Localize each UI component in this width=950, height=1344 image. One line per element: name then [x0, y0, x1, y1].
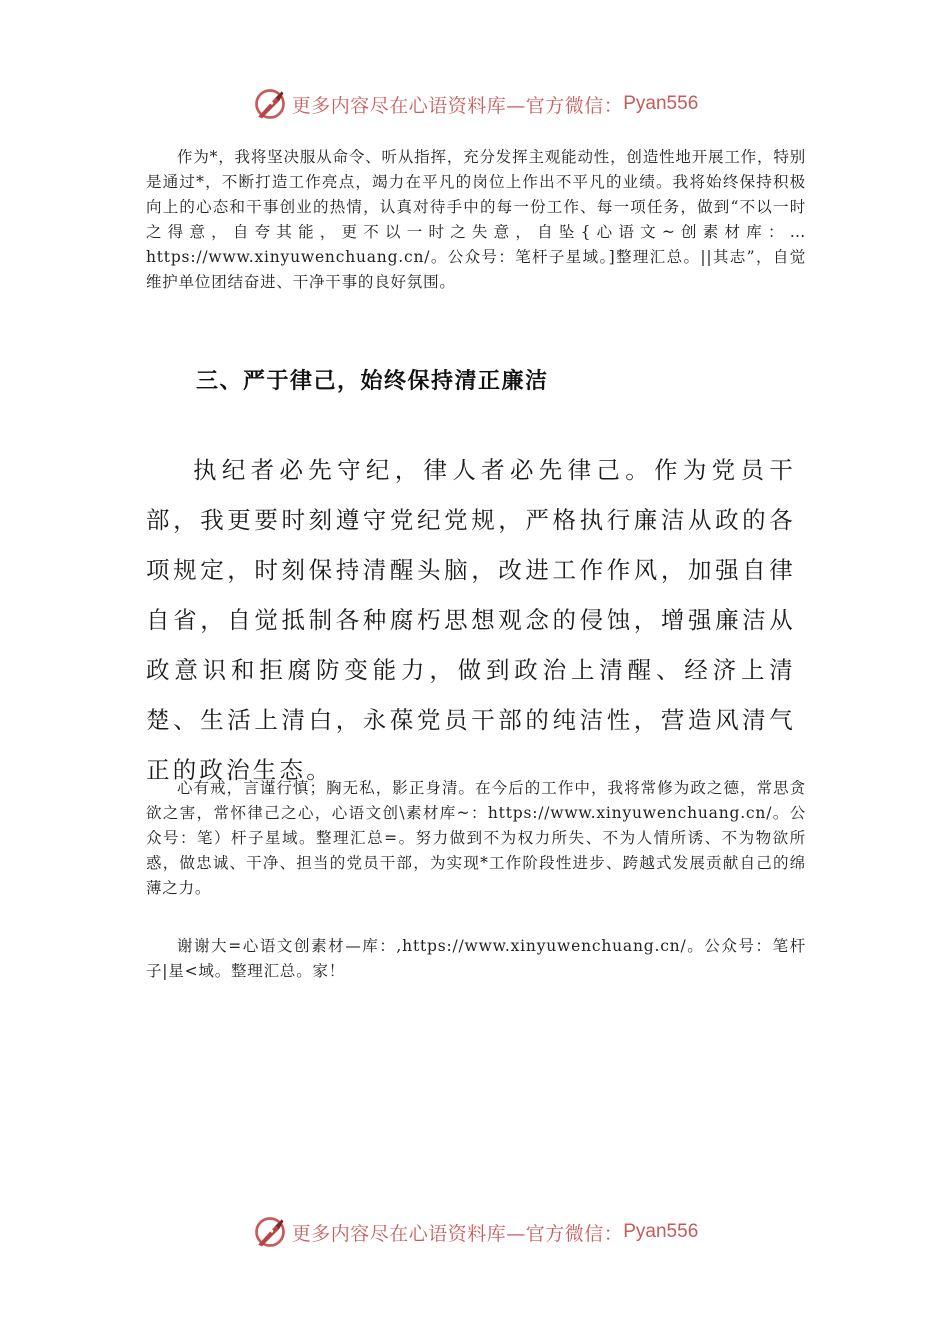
paragraph-1: 作为*，我将坚决服从命令、听从指挥，充分发挥主观能动性，创造性地开展工作，特别是通过*，不断打造工作亮点，竭力在平凡的岗位上作出不平凡的业绩。我将始终保持积极向上的心态和干事创业的热情，认真对待手中的每一份工作、每一项任务，做到“不以一时之得意，自夸其能，更不以一时之失意，自坠{心语文~创素材库：…https://www.xinyuwenchuang.cn/。公众号：笔杆子星域。]整理汇总。||其志”，自觉维护单位团结奋进、干净干事的良好氛围。 [146, 148, 806, 291]
paragraph-3: 心有戒，言谨行慎；胸无私，影正身清。在今后的工作中，我将常修为政之德，常思贪欲之害，常怀律己之心，心语文创\素材库~：https://www.xinyuwenchuang.cn/。公众号：笔）杆子星域。整理汇总=。努力做到不为权力所失、不为人情所诱、不为物欲所惑，做忠诚、干净、担当的党员干部，为实现*工作阶段性进步、跨越式发展贡献自己的绵薄之力。 [146, 779, 806, 897]
footer-banner [0, 1212, 950, 1252]
footer-banner-text: 更多内容尽在心语资料库—官方微信： [291, 1222, 624, 1245]
header-banner [0, 84, 950, 124]
paragraph-4: 谢谢大=心语文创素材—库：,https://www.xinyuwenchuang.cn/。公众号：笔杆子|星<域。整理汇总。家！ [146, 937, 806, 980]
section-heading: 三、严于律己，始终保持清正廉洁 [196, 368, 549, 394]
footer-wechat-id: Pyan556 [623, 1221, 699, 1242]
pen-nib-logo-icon [252, 86, 288, 122]
header-wechat-id: Pyan556 [623, 93, 699, 114]
paragraph-2: 执纪者必先守纪，律人者必先律己。作为党员干部，我更要时刻遵守党纪党规，严格执行廉洁从政的各项规定，时刻保持清醒头脑，改进工作作风，加强自律自省，自觉抵制各种腐朽思想观念的侵蚀，增强廉洁从政意识和拒腐防变能力，做到政治上清醒、经济上清楚、生活上清白，永葆党员干部的纯洁性，营造风清气正的政治生态。 [146, 456, 796, 784]
header-banner-text: 更多内容尽在心语资料库—官方微信： [291, 94, 624, 117]
pen-nib-logo-icon [252, 1214, 288, 1250]
